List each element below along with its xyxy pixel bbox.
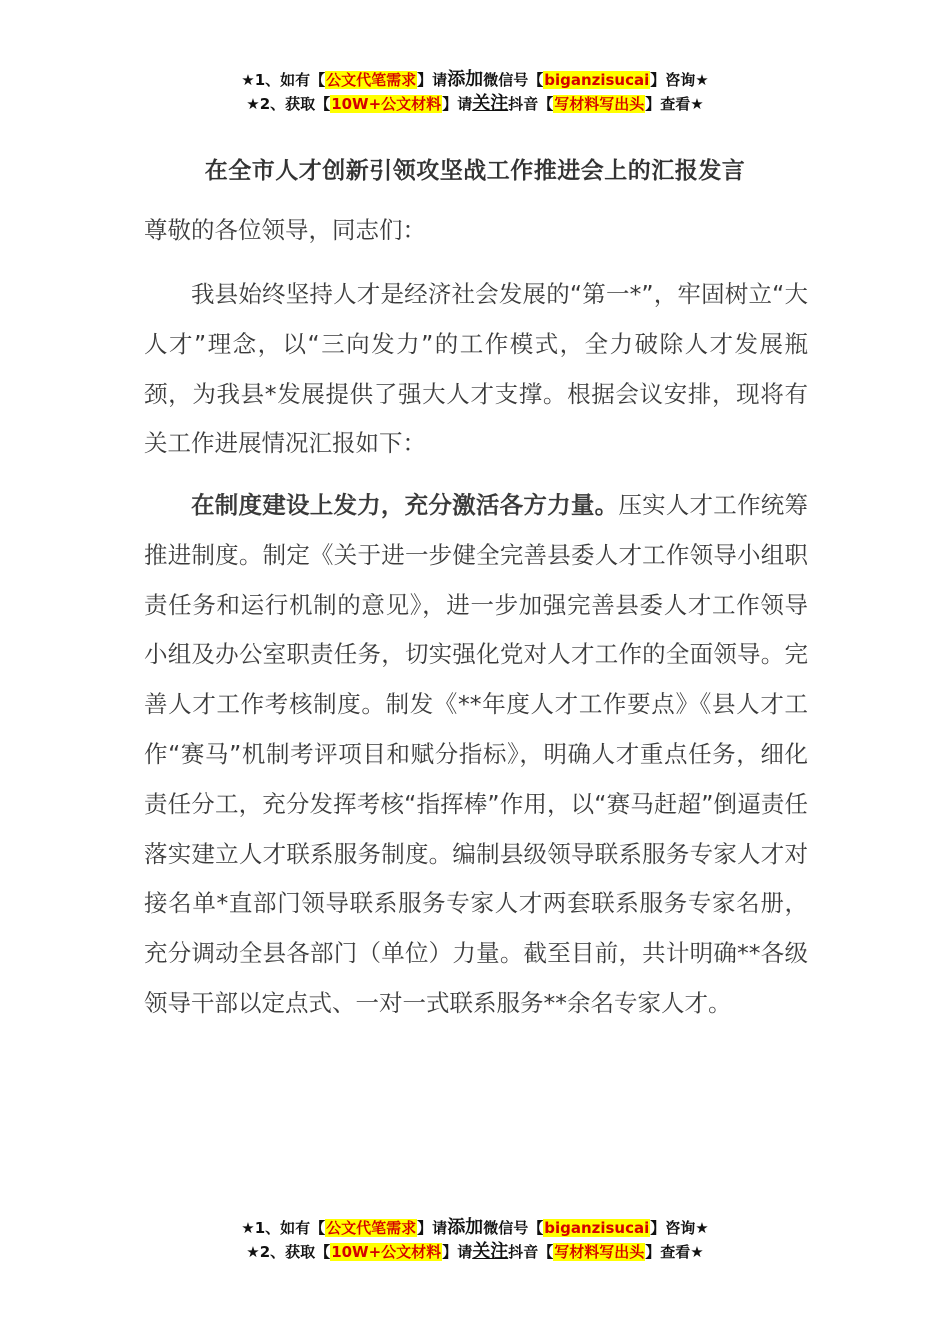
banner-line-2 <box>0 92 950 116</box>
banner-text: 】咨询★ <box>650 1219 709 1237</box>
banner-highlight: 10W+公文材料 <box>331 1243 442 1261</box>
banner-highlight: biganzisucai <box>544 1219 650 1237</box>
banner-highlight: biganzisucai <box>544 71 650 89</box>
banner-emphasis: 添加 <box>447 69 484 90</box>
footer-banner <box>0 1216 950 1264</box>
salutation-block <box>144 206 808 256</box>
banner-highlight: 10W+公文材料 <box>331 95 442 113</box>
paragraph-2-lead: 在制度建设上发力，充分激活各方力量。 <box>191 491 619 519</box>
banner-text: 】请 <box>417 1219 448 1237</box>
banner-highlight: 写材料写出头 <box>554 1243 645 1261</box>
paragraph-1-block <box>144 270 808 469</box>
banner-text: 微信号【 <box>483 1219 544 1237</box>
banner-text: 】请 <box>442 1243 473 1261</box>
banner-text: ★2、获取【 <box>246 95 331 113</box>
banner-line-1 <box>0 1216 950 1240</box>
banner-text: 微信号【 <box>483 71 544 89</box>
paragraph-1: 我县始终坚持人才是经济社会发展的“第一*”，牢固树立“大人才”理念，以“三向发力”的工作模式，全力破除人才发展瓶颈，为我县*发展提供了强大人才支撑。根据会议安排，现将有关工作进展情况汇报如下： <box>144 280 808 458</box>
banner-text: 抖音【 <box>508 1243 554 1261</box>
banner-text: 】查看★ <box>645 95 704 113</box>
banner-text: 】请 <box>417 71 448 89</box>
banner-text: 】查看★ <box>645 1243 704 1261</box>
banner-text: ★1、如有【 <box>241 71 326 89</box>
banner-text: ★1、如有【 <box>241 1219 326 1237</box>
banner-text: 抖音【 <box>508 95 554 113</box>
paragraph-2-block <box>144 481 808 1029</box>
header-banner <box>0 68 950 116</box>
paragraph-2 <box>144 481 808 1029</box>
banner-line-1 <box>0 68 950 92</box>
banner-emphasis: 添加 <box>447 1217 484 1238</box>
banner-highlight: 写材料写出头 <box>554 95 645 113</box>
banner-text: 】咨询★ <box>650 71 709 89</box>
banner-highlight: 公文代笔需求 <box>326 71 417 89</box>
banner-emphasis: 关注 <box>472 93 509 114</box>
banner-text: 】请 <box>442 95 473 113</box>
banner-text: ★2、获取【 <box>246 1243 331 1261</box>
banner-highlight: 公文代笔需求 <box>326 1219 417 1237</box>
banner-line-2 <box>0 1240 950 1264</box>
salutation: 尊敬的各位领导，同志们： <box>144 216 426 244</box>
document-title: 在全市人才创新引领攻坚战工作推进会上的汇报发言 <box>204 158 746 184</box>
paragraph-2-body: 压实人才工作统筹推进制度。制定《关于进一步健全完善县委人才工作领导小组职责任务和运行机制的意见》，进一步加强完善县委人才工作领导小组及办公室职责任务，切实强化党对人才工作的全面领导。完善人才工作考核制度。制发《**年度人才工作要点》《县人才工作“赛马”机制考评项目和赋分指标》，明确人才重点任务，细化责任分工，充分发挥考核“指挥棒”作用，以“赛马赶超”倒逼责任落实建立人才联系服务制度。编制县级领导联系服务专家人才对接名单*直部门领导联系服务专家人才两套联系服务专家名册，充分调动全县各部门（单位）力量。截至目前，共计明确**各级领导干部以定点式、一对一式联系服务**余名专家人才。 <box>144 491 809 1017</box>
banner-emphasis: 关注 <box>472 1241 509 1262</box>
